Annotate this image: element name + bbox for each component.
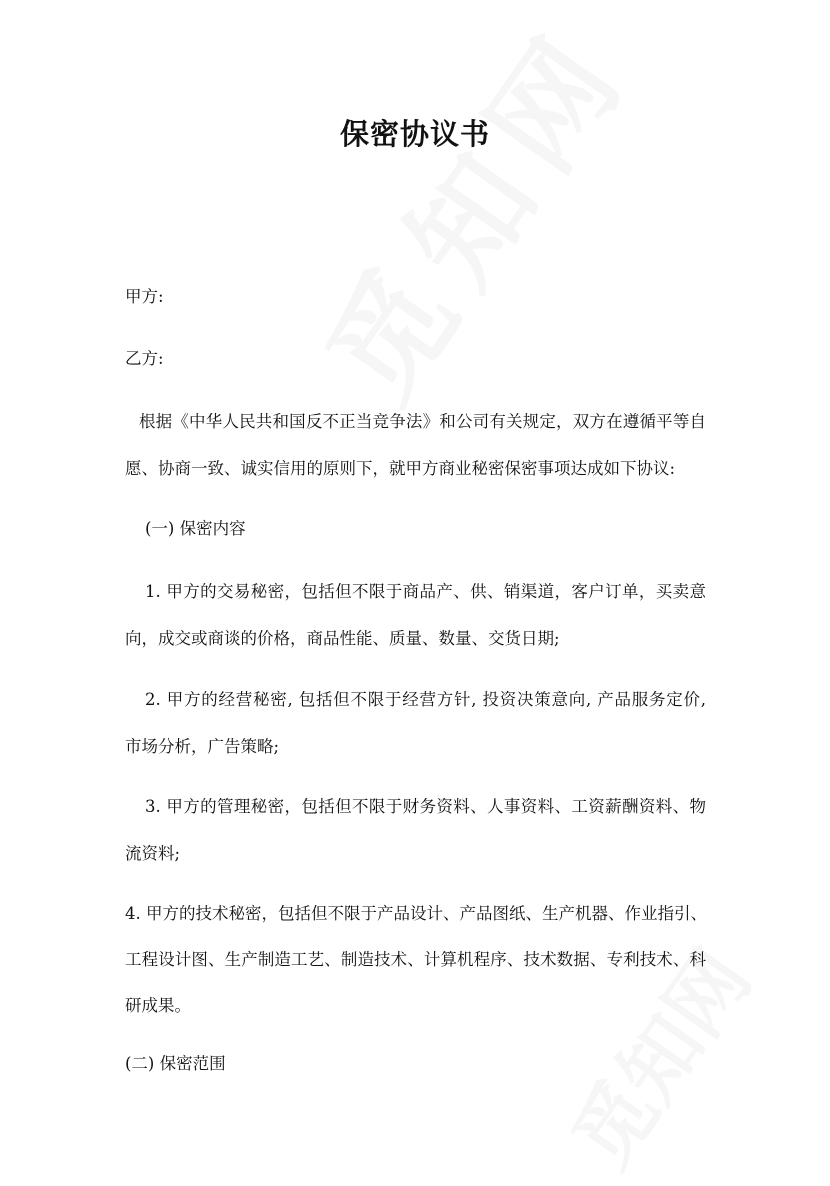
item-4-line-2: 工程设计图、生产制造工艺、制造技术、计算机程序、技术数据、专利技术、科 xyxy=(125,950,706,969)
item-1-line-1: 1. 甲方的交易秘密，包括但不限于商品产、供、销渠道，客户订单，买卖意 xyxy=(145,582,706,601)
section-heading-2: (二) 保密范围 xyxy=(125,1054,226,1073)
item-4-line-1: 4. 甲方的技术秘密，包括但不限于产品设计、产品图纸、生产机器、作业指引、 xyxy=(125,904,707,923)
item-1-line-2: 向，成交或商谈的价格，商品性能、质量、数量、交货日期; xyxy=(125,629,560,648)
intro-line-1: 根据《中华人民共和国反不正当竞争法》和公司有关规定，双方在遵循平等自 xyxy=(139,412,706,431)
item-3-line-2: 流资料; xyxy=(125,844,181,863)
item-2-line-1: 2. 甲方的经营秘密, 包括但不限于经营方针, 投资决策意向, 产品服务定价, xyxy=(145,690,706,709)
watermark xyxy=(280,0,662,429)
document-title: 保密协议书 xyxy=(339,117,490,151)
item-4-line-3: 研成果。 xyxy=(125,996,191,1015)
section-heading-1: (一) 保密内容 xyxy=(145,519,246,538)
party-b-label: 乙方: xyxy=(125,349,164,368)
item-3-line-1: 3. 甲方的管理秘密，包括但不限于财务资料、人事资料、工资薪酬资料、物 xyxy=(145,797,706,816)
party-a-label: 甲方: xyxy=(125,287,164,306)
intro-line-2: 愿、协商一致、诚实信用的原则下，就甲方商业秘密保密事项达成如下协议: xyxy=(125,459,676,478)
item-2-line-2: 市场分析，广告策略; xyxy=(125,737,280,756)
